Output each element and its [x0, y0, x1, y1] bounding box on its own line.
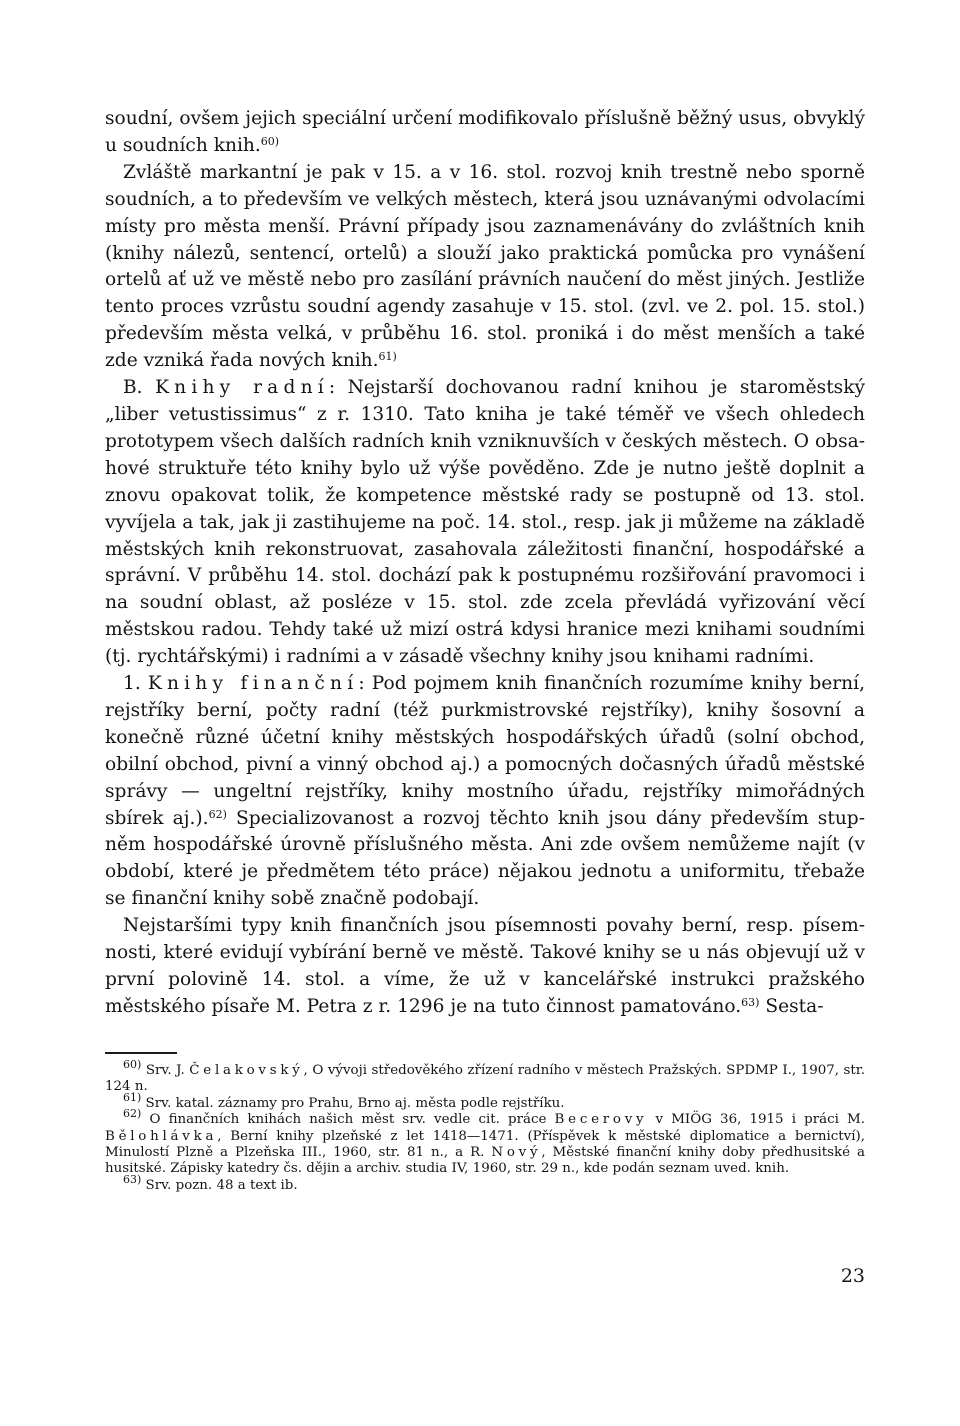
footnote-60-author: Čelakovský	[189, 1063, 304, 1078]
footnote-ref-62[interactable]: 62)	[208, 807, 227, 821]
paragraph-5-text-a: Nejstaršími typy knih finančních jsou písemnosti povahy berní, resp. písemnosti, které evidují vybírání berně ve městě. Takové knihy se u nás objevují už v první polovině 14. stol. a víme, že už v kancelářské instrukci pražského městského písaře M. Petra z r. 1296 je na tuto činnost pamatováno.	[105, 915, 865, 1017]
paragraph-5-text-b: Sesta-	[759, 995, 824, 1017]
footnote-ref-60[interactable]: 60)	[260, 134, 280, 148]
footnote-ref-63[interactable]: 63)	[741, 995, 760, 1009]
footnote-ref-61[interactable]: 61)	[378, 350, 397, 364]
footnote-62-text-b: v MIÖG 36, 1915 i práci M.	[647, 1112, 865, 1128]
section-number: 1.	[123, 673, 141, 695]
paragraph-2-text: Zvláště markantní je pak v 15. a v 16. stol. rozvoj knih trestně nebo sporně soudních, a to především ve velkých městech, která jsou uznávanými odvolacími místy pro města menší. Právní případy jsou zaznamenávány do zvláštních knih (knihy nálezů, sentencí, ortelů) a slouží jako praktická pomůcka pro vynášení ortelů ať už ve městě nebo pro zasílání právních naučení do měst jiných. Jestliže tento proces vzrůstu soudní agendy zasahuje v 15. stol. (zvl. ve 2. pol. 15. stol.) především města velká, v průběhu 16. stol. proniká i do měst menších a také zde vzniká řada nových knih.	[105, 161, 865, 372]
footnote-mark-61: 61)	[123, 1090, 142, 1104]
section-heading-financni: Knihy finanční	[147, 673, 359, 695]
footnote-mark-63: 63)	[123, 1172, 142, 1186]
footnote-62-author-1: Becerovy	[554, 1112, 648, 1128]
section-heading-radni: Knihy radní	[155, 377, 329, 399]
footnote-63	[105, 1172, 865, 1194]
footnotes	[105, 1058, 865, 1194]
paragraph-1	[105, 106, 865, 160]
footnote-60-text-b: , O vývoji středověkého zřízení radního v městech Pražských. SPDMP I., 1907, str. 124 n.	[105, 1063, 865, 1095]
footnote-separator	[105, 1052, 177, 1054]
footnote-62-text-a: O finančních knihách našich měst srv. vedle cit. práce	[141, 1112, 555, 1128]
footnote-61	[105, 1090, 865, 1112]
footnote-60-text-a: Srv. J.	[141, 1063, 190, 1078]
paragraph-5	[105, 913, 865, 1021]
footnote-62-author-2: Bělohlávka	[105, 1128, 218, 1144]
paragraph-4-text-b: Specializovanost a rozvoj těchto knih jsou dány především stupněm hospodářské úrovně příslušného města. Ani zde ovšem nemůžeme najít (v období, které je předmětem této práce) nějakou jednotu a uniformitu, třebaže se finanční knihy sobě značně podobají.	[105, 807, 866, 910]
footnote-mark-60: 60)	[123, 1058, 142, 1071]
footnote-62-text-c: , Berní knihy plzeňské z let 1418—1471. (Příspěvek k městské diplomatice a bernictví), Minulostí Plzně a Plzeňska III., 1960, str. 81 n., a R.	[105, 1128, 865, 1161]
footnote-63-text: Srv. pozn. 48 a text ib.	[141, 1177, 298, 1193]
page-number: 23	[840, 1265, 865, 1287]
footnote-62	[105, 1107, 865, 1178]
footnote-60	[105, 1058, 865, 1096]
footnote-62-author-3: Nový	[491, 1145, 542, 1161]
paragraph-4-text-a: : Pod pojmem knih finančních rozumíme knihy berní, rejstříky berní, počty radní (též purkmistrovské rejstříky), knihy šosovní a konečně různé účetní knihy městských hospodářských úřadů (solní obchod, obilní obchod, pivní a vinný obchod aj.) a pomocných dočasných úřadů městské správy — ungeltní rejstříky, knihy mostního úřadu, rejstříky mimořádných sbírek aj.).	[105, 673, 865, 829]
footnote-61-text: Srv. katal. záznamy pro Prahu, Brno aj. města podle rejstříku.	[141, 1095, 565, 1111]
footnote-62-text-d: , Městské finanční knihy doby předhusitské a husitské. Zápisky katedry čs. dějin a archiv. studia IV, 1960, str. 29 n., kde podán seznam uved. knih.	[105, 1145, 865, 1177]
paragraph-4	[105, 671, 865, 913]
main-text	[105, 106, 865, 1021]
paragraph-1-text: soudní, ovšem jejich speciální určení modifikovalo příslušně běžný usus, obvyklý u soudních knih.	[105, 108, 865, 156]
paragraph-3-text: : Nejstarší dochovanou radní knihou je staroměstský „liber vetustissimus“ z r. 1310. Tato kniha je také téměř ve všech ohledech prototypem všech dalších radních knih vzniknuvších v českých městech. O obsahové struktuře této knihy bylo už výše pověděno. Zde je nutno ještě doplnit a znovu opakovat tolik, že kompetence městské rady se postupně od 13. stol. vyvíjela a tak, jak ji zastihujeme na poč. 14. stol., resp. jak ji můžeme na základě městských knih rekonstruovat, zasahovala záležitosti finanční, hospodářské a správní. V průběhu 14. stol. dochází pak k postupnému rozšiřování pravomoci i na soudní oblast, až posléze v 15. stol. zde zcela převládá vyřizování věcí městskou radou. Tehdy také už mizí ostrá kdysi hranice mezi knihami soudními (tj. rychtářskými) i radními a v zásadě všechny knihy jsou knihami radními.	[105, 377, 865, 668]
paragraph-3	[105, 375, 865, 671]
section-letter: B.	[123, 377, 143, 399]
footnote-mark-62: 62)	[123, 1107, 142, 1121]
paragraph-2	[105, 160, 865, 375]
